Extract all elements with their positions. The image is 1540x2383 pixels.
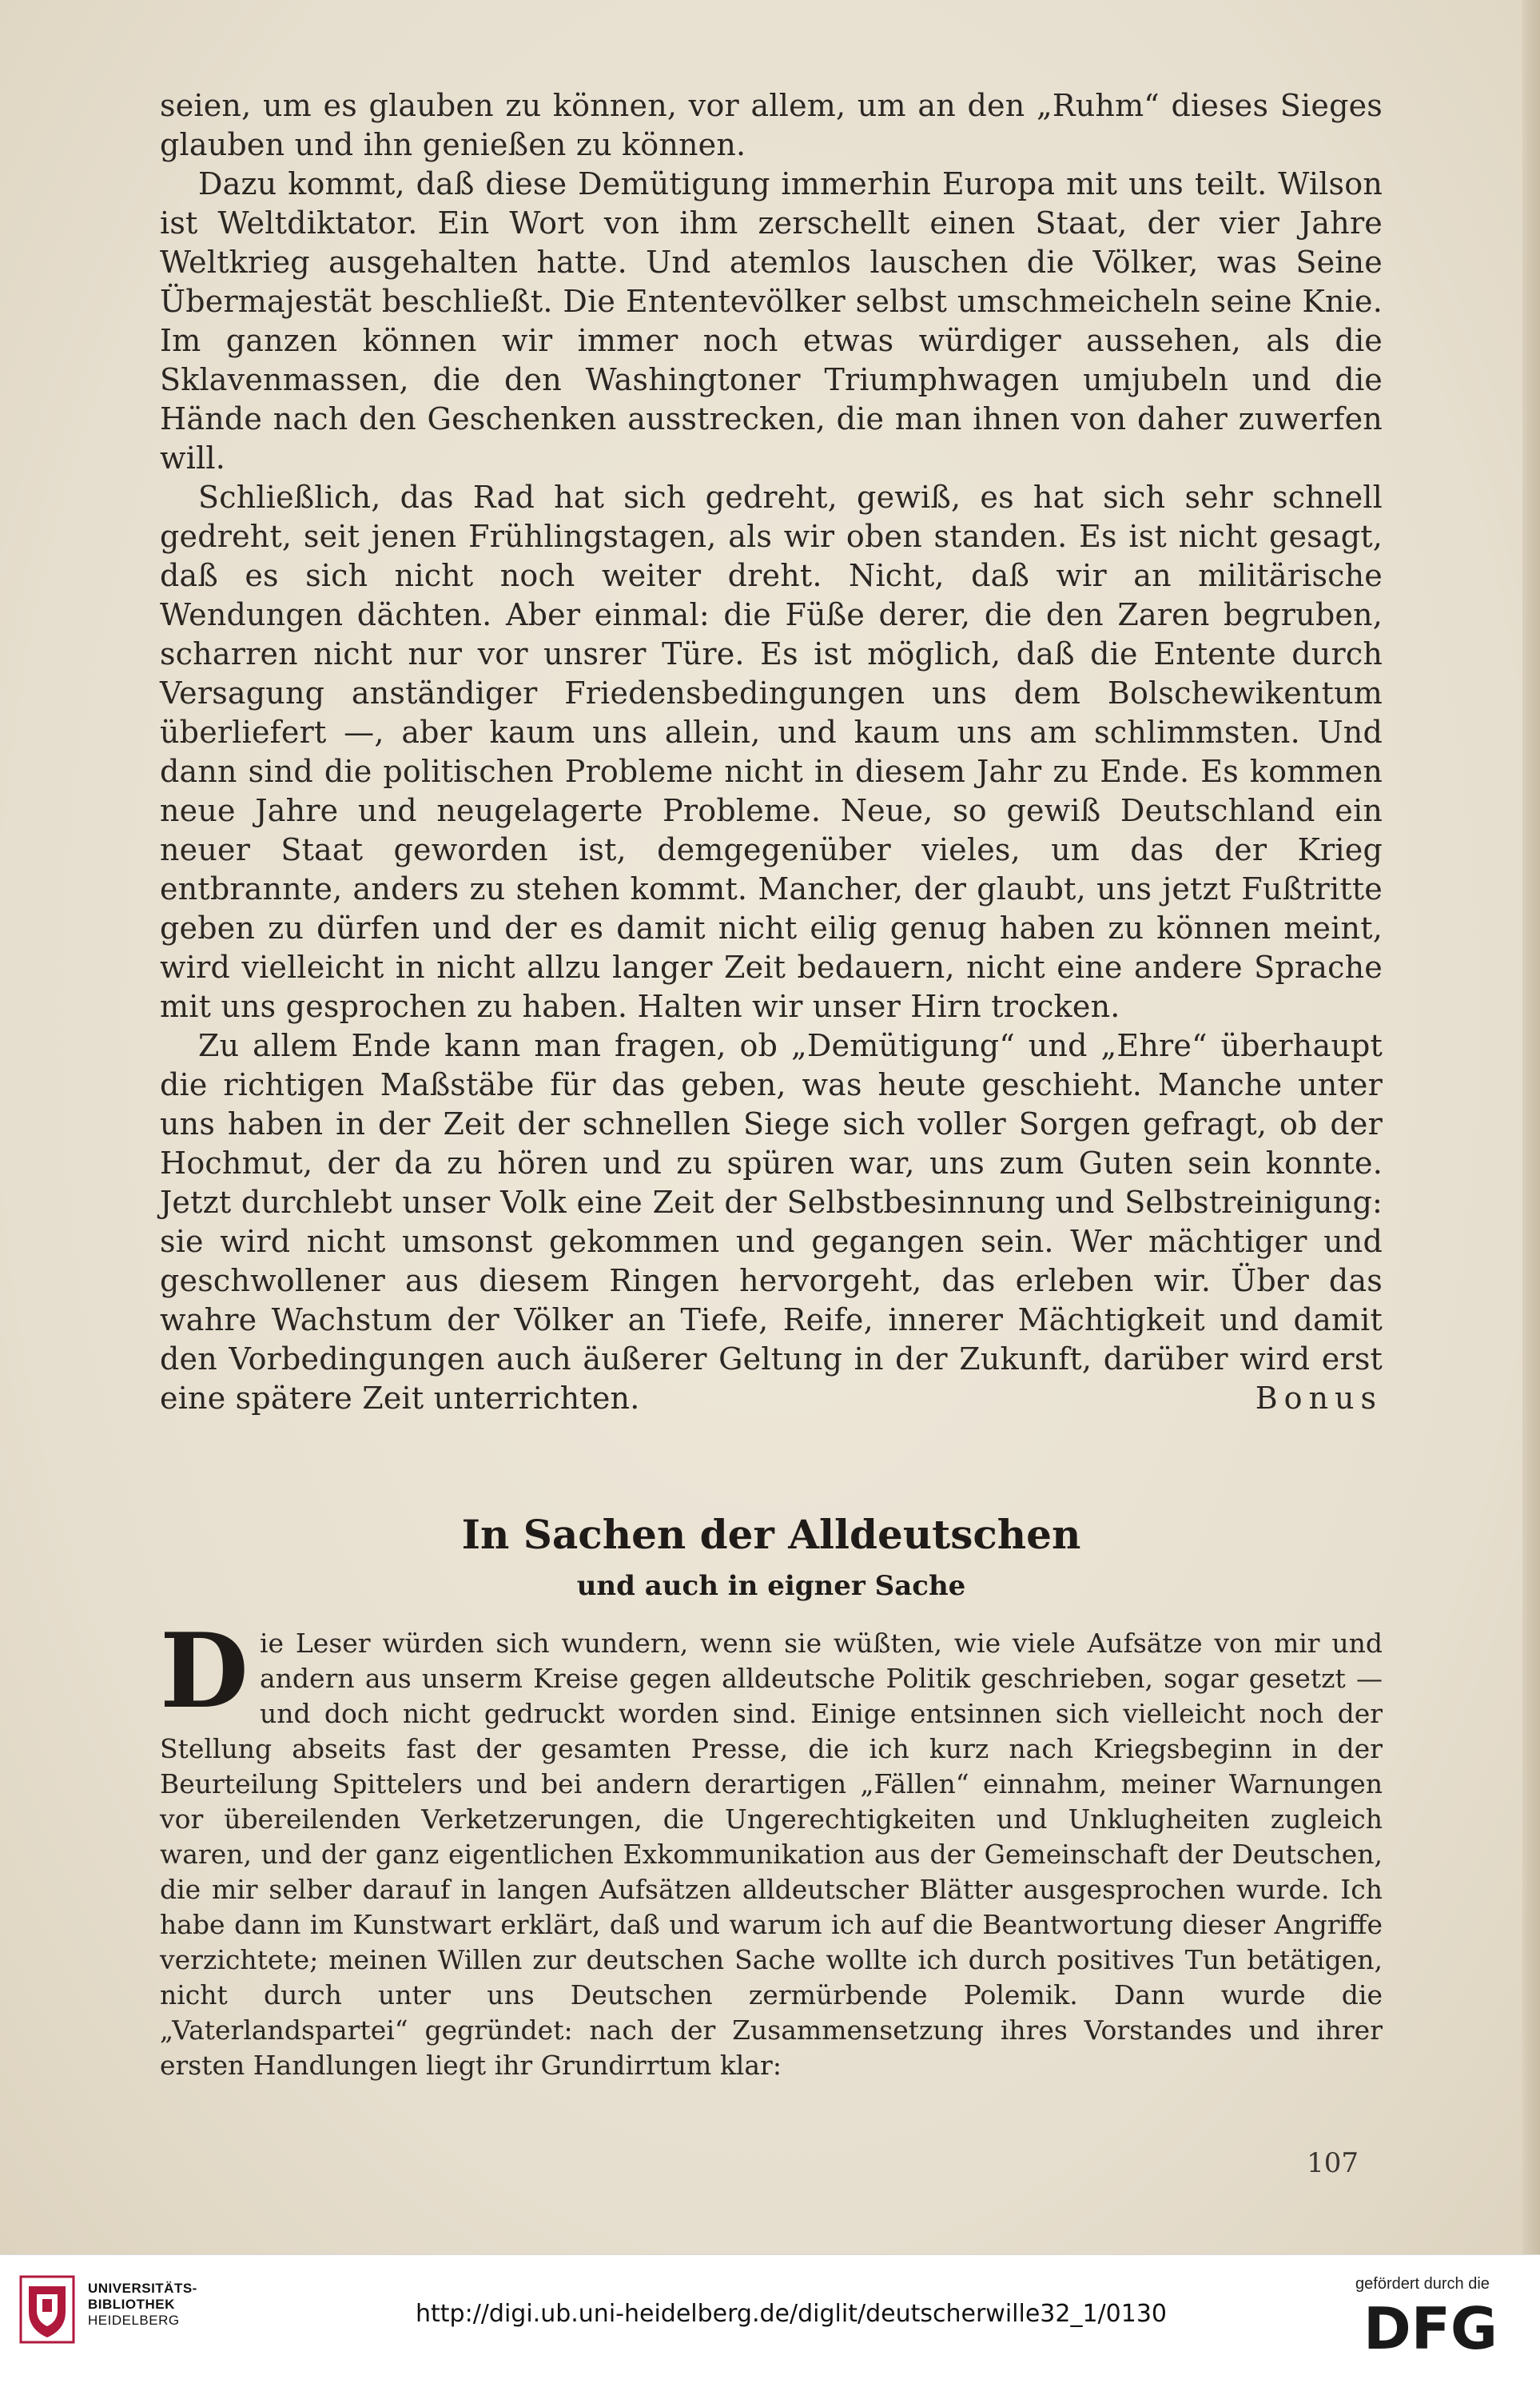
paragraph-4	[160, 1026, 1383, 1418]
library-name-line3: HEIDELBERG	[88, 2313, 180, 2328]
page-number: 107	[1307, 2147, 1359, 2179]
article-text: ie Leser würden sich wundern, wenn sie wüßten, wie viele Aufsätze von mir und andern aus unserm Kreise gegen alldeutsche Politik geschrieben, sogar gesetzt — und doch nicht gedruckt worden sind. Einige entsinnen sich vielleicht noch der Stellung abseits fast der gesamten Presse, die ich kurz nach Kriegsbeginn in der Beurteilung Spittelers und bei andern derartigen „Fällen“ einnahm, meiner Warnungen vor übereilenden Verketzerungen, die Ungerechtigkeiten und Unklugheiten zugleich waren, und der ganz eigentlichen Exkommunikation aus der Gemeinschaft der Deutschen, die mir selber darauf in langen Aufsätzen alldeutscher Blätter ausgesprochen wurde. Ich habe dann im Kunstwart erklärt, daß und warum ich auf die Beantwortung dieser Angriffe verzichtete; meinen Willen zur deutschen Sache wollte ich durch positives Tun betätigen, nicht durch unter uns Deutschen zermürbende Polemik. Dann wurde die „Vaterlandspartei“ gegründet: nach der Zusammensetzung ihres Vorstandes und ihrer ersten Handlungen liegt ihr Grundirrtum klar:	[160, 1628, 1383, 2081]
paragraph-4-text: Zu allem Ende kann man fragen, ob „Demütigung“ und „Ehre“ überhaupt die richtigen Maßstäbe für das geben, was heute geschieht. Manche unter uns haben in der Zeit der schnellen Siege sich voller Sorgen gefragt, ob der Hochmut, der da zu hören und zu spüren war, uns zum Guten sein konnte. Jetzt durchlebt unser Volk eine Zeit der Selbstbesinnung und Selbstreinigung: sie wird nicht umsonst gekommen und gegangen sein. Wer mächtiger und geschwollener aus diesem Ringen hervorgeht, das erleben wir. Über das wahre Wachstum der Völker an Tiefe, Reife, innerer Mächtigkeit und damit den Vorbedingungen auch äußerer Geltung in der Zukunft, darüber wird erst eine spätere Zeit unterrichten.	[160, 1028, 1383, 1416]
article-title: In Sachen der Alldeutschen	[461, 1511, 1081, 1558]
paragraph-3: Schließlich, das Rad hat sich gedreht, gewiß, es hat sich sehr schnell gedreht, seit jenen Frühlingstagen, als wir oben standen. Es ist nicht gesagt, daß es sich nicht noch weiter dreht. Nicht, daß wir an militärische Wendungen dächten. Aber einmal: die Füße derer, die den Zaren begruben, scharren nicht nur vor unsrer Türe. Es ist möglich, daß die Entente durch Versagung anständiger Friedensbedingungen uns dem Bolschewikentum überliefert —, aber kaum uns allein, und kaum uns am schlimmsten. Und dann sind die politischen Probleme nicht in diesem Jahr zu Ende. Es kommen neue Jahre und neugelagerte Probleme. Neue, so gewiß Deutschland ein neuer Staat geworden ist, demgegenüber vieles, um das der Krieg entbrannte, anders zu stehen kommt. Mancher, der glaubt, uns jetzt Fußtritte geben zu dürfen und der es damit nicht eilig genug haben zu können meint, wird vielleicht in nicht allzu langer Zeit bedauern, nicht eine andere Sprache mit uns gesprochen zu haben. Halten wir unser Hirn trocken.	[160, 480, 1383, 1024]
dfg-logo-icon	[1359, 2296, 1502, 2360]
library-name-line1: UNIVERSITÄTS-	[88, 2281, 197, 2296]
funding-note: gefördert durch die	[1355, 2275, 1490, 2293]
page-edge	[1522, 0, 1540, 2254]
university-seal-icon	[19, 2275, 75, 2344]
paragraph-2: Dazu kommt, daß diese Demütigung immerhin Europa mit uns teilt. Wilson ist Weltdiktator. Ein Wort von ihm zerschellt einen Staat, der vier Jahre Weltkrieg ausgehalten hatte. Und atemlos lauschen die Völker, was Seine Übermajestät beschließt. Die Ententevölker selbst umschmeicheln seine Knie. Im ganzen können wir immer noch etwas würdiger aussehen, als die Sklavenmassen, die den Washingtoner Triumphwagen umjubeln und die Hände nach den Geschenken ausstrecken, die man ihnen von daher zuwerfen will.	[160, 166, 1383, 476]
article-body	[160, 1612, 1383, 2083]
library-name-line2: BIBLIOTHEK	[88, 2297, 175, 2312]
main-text-block	[160, 86, 1383, 1418]
author-signature: Bonus	[1255, 1381, 1383, 1416]
drop-cap: D	[160, 1612, 249, 1731]
digital-copy-link[interactable]: http://digi.ub.uni-heidelberg.de/diglit/deutscherwille32_1/0130	[416, 2300, 1167, 2328]
library-name	[88, 2281, 197, 2329]
dfg-logo-text: DFG	[1363, 2296, 1498, 2360]
article-subtitle: und auch in eigner Sache	[576, 1570, 966, 1602]
article-paragraph	[160, 1612, 1383, 2083]
paragraph-1: seien, um es glauben zu können, vor allem, um an den „Ruhm“ dieses Sieges glauben und ihn genießen zu können.	[160, 88, 1383, 162]
